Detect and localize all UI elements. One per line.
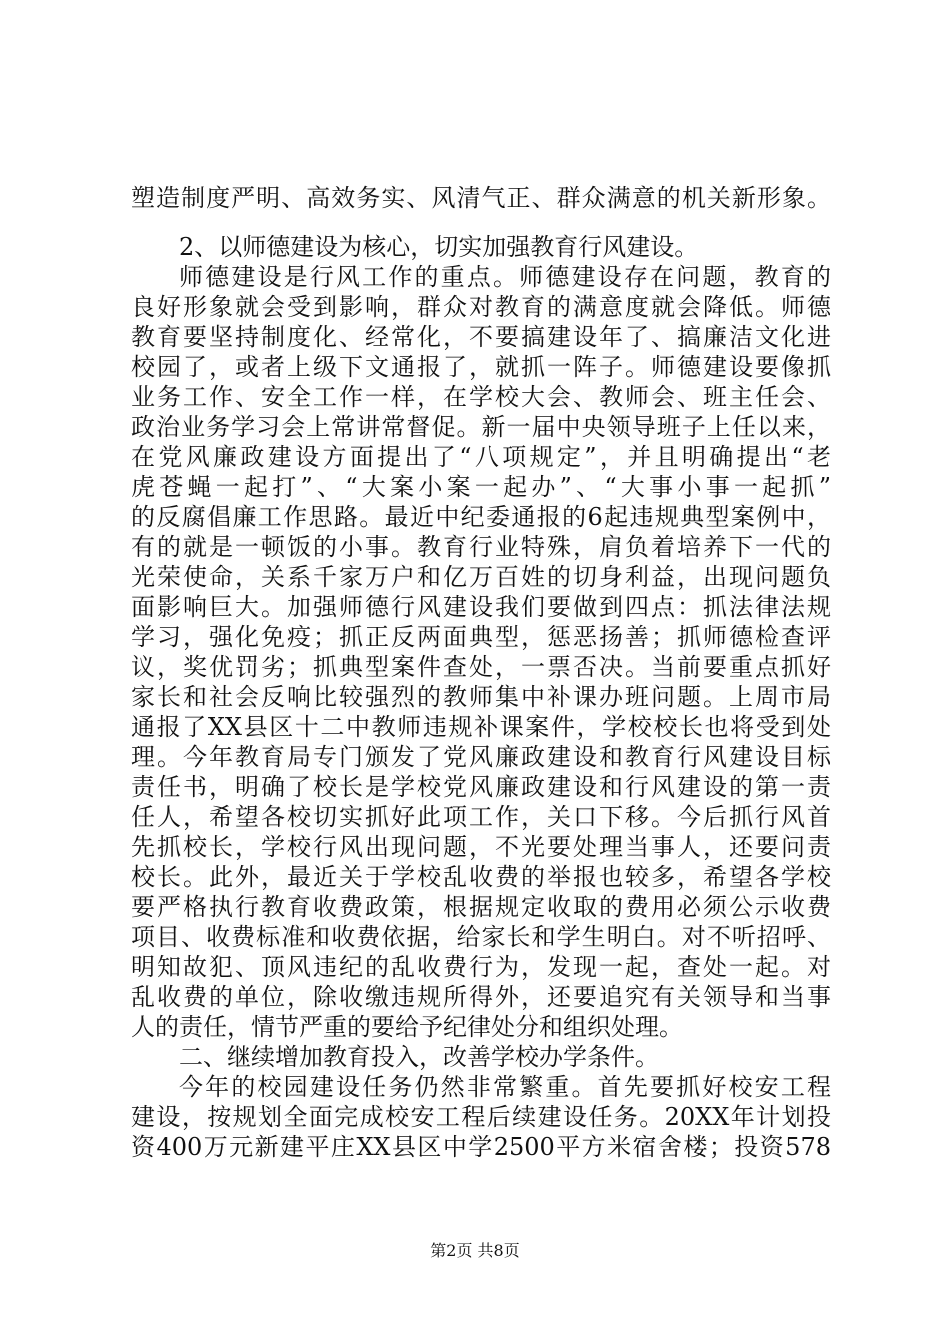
text-line: 人的责任，情节严重的要给予纪律处分和组织处理。: [131, 1013, 683, 1041]
text-line: 通报了XX县区十二中教师违规补课案件，学校校长也将受到处: [131, 713, 831, 741]
text-line: 面影响巨大。加强师德行风建设我们要做到四点：抓法律法规: [131, 593, 831, 621]
text-line: 资400万元新建平庄XX县区中学2500平方米宿舍楼；投资578: [131, 1133, 831, 1161]
text-line: 光荣使命，关系千家万户和亿万百姓的切身利益，出现问题负: [131, 563, 831, 591]
text-line: 校园了，或者上级下文通报了，就抓一阵子。师德建设要像抓: [131, 353, 831, 381]
text-line: 教育要坚持制度化、经常化，不要搞建设年了、搞廉洁文化进: [131, 323, 831, 351]
text-line: 乱收费的单位，除收缴违规所得外，还要追究有关领导和当事: [131, 983, 831, 1011]
text-line: 业务工作、安全工作一样，在学校大会、教师会、班主任会、: [131, 383, 831, 411]
text-line: 虎苍蝇一起打”、“大案小案一起办”、“大事小事一起抓”: [131, 473, 831, 501]
text-line: 家长和社会反响比较强烈的教师集中补课办班问题。上周市局: [131, 683, 831, 711]
text-line: 理。今年教育局专门颁发了党风廉政建设和教育行风建设目标: [131, 743, 831, 771]
page-number: 第2页 共8页: [430, 1241, 520, 1260]
text-line: 良好形象就会受到影响，群众对教育的满意度就会降低。师德: [131, 293, 831, 321]
text-line: 的反腐倡廉工作思路。最近中纪委通报的6起违规典型案例中，: [131, 503, 831, 531]
text-line: 学习，强化免疫；抓正反两面典型，惩恶扬善；抓师德检查评: [131, 623, 831, 651]
text-line: 先抓校长，学校行风出现问题，不光要处理当事人，还要问责: [131, 833, 831, 861]
text-line: 责任书，明确了校长是学校党风廉政建设和行风建设的第一责: [131, 773, 831, 801]
text-line: 明知故犯、顶风违纪的乱收费行为，发现一起，查处一起。对: [131, 953, 831, 981]
text-line: 项目、收费标准和收费依据，给家长和学生明白。对不听招呼、: [131, 923, 831, 951]
text-line: 校长。此外，最近关于学校乱收费的举报也较多，希望各学校: [131, 863, 831, 891]
text-line: 议，奖优罚劣；抓典型案件查处，一票否决。当前要重点抓好: [131, 653, 831, 681]
text-line: 在党风廉政建设方面提出了“八项规定”，并且明确提出“老: [131, 443, 831, 471]
text-line: 今年的校园建设任务仍然非常繁重。首先要抓好校安工程: [179, 1073, 831, 1101]
text-line: 要严格执行教育收费政策，根据规定收取的费用必须公示收费: [131, 893, 831, 921]
section-heading: 2、以师德建设为核心，切实加强教育行风建设。: [179, 233, 699, 261]
section-heading: 二、继续增加教育投入，改善学校办学条件。: [179, 1043, 659, 1071]
text-line: 塑造制度严明、高效务实、风清气正、群众满意的机关新形象。: [131, 184, 831, 212]
text-line: 有的就是一顿饭的小事。教育行业特殊，肩负着培养下一代的: [131, 533, 831, 561]
text-line: 政治业务学习会上常讲常督促。新一届中央领导班子上任以来，: [131, 413, 831, 441]
text-line: 任人，希望各校切实抓好此项工作，关口下移。今后抓行风首: [131, 803, 831, 831]
text-line: 师德建设是行风工作的重点。师德建设存在问题，教育的: [179, 263, 831, 291]
text-line: 建设，按规划全面完成校安工程后续建设任务。20XX年计划投: [131, 1103, 831, 1131]
